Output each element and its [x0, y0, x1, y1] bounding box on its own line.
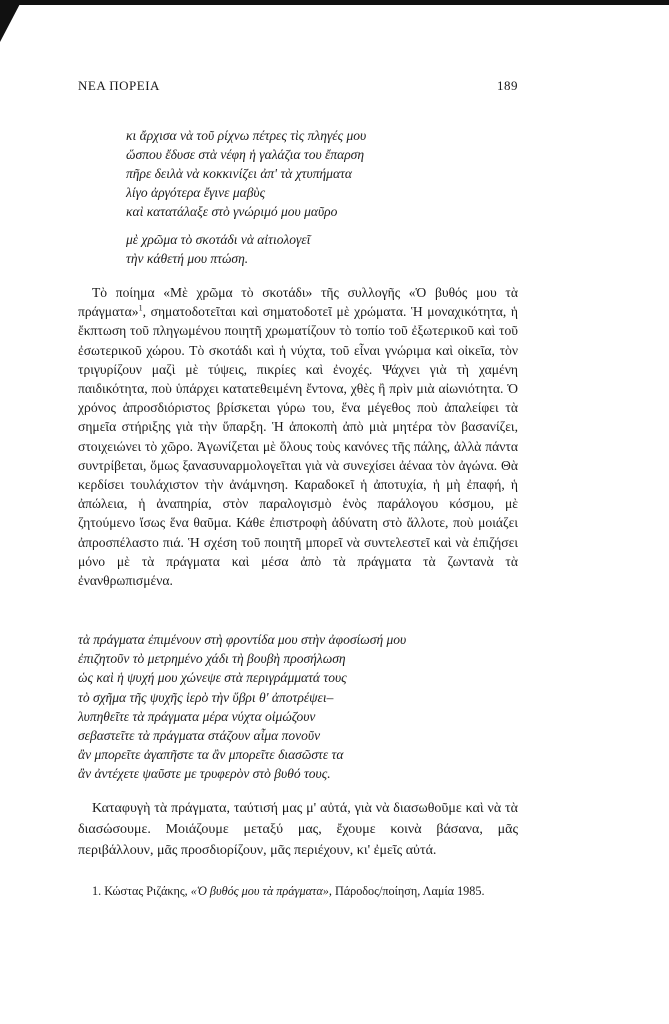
paragraph — [78, 283, 518, 590]
page-number: 189 — [497, 78, 518, 93]
body-paragraph-2 — [78, 798, 518, 861]
poem-line: λυπηθεῖτε τὰ πράγματα μέρα νύχτα οἰμώζουν — [78, 708, 316, 724]
poem-excerpt-1 — [126, 126, 516, 268]
poem-line: κι ἄρχισα νὰ τοῦ ρίχνω πέτρες τὶς πληγές μου — [126, 128, 367, 143]
book-page — [78, 0, 518, 1024]
poem-line: πῆρε δειλὰ νὰ κοκκινίζει ἀπ' τὰ χτυπήματα — [126, 166, 352, 181]
paragraph: Καταφυγὴ τὰ πράγματα, ταύτισή μας μ' αὐτά, γιὰ νὰ διασωθοῦμε καὶ νὰ τὰ διασώσουμε. Μοιάζουμε μεταξύ μας, ἔχουμε κοινὰ βάσανα, μᾶς περιβάλλουν, μᾶς προσδιορίζουν, μᾶς περιέχουν, κι' ἐμεῖς αὐτά. — [78, 801, 518, 858]
scan-corner-mark — [0, 0, 22, 42]
poem-line: λίγο ἀργότερα ἔγινε μαβὺς — [126, 185, 266, 200]
running-title: ΝΕΑ ΠΟΡΕΙΑ — [78, 78, 160, 93]
poem-excerpt-2 — [78, 630, 468, 784]
stanza-break — [126, 221, 516, 230]
poem-line: τὸ σχῆμα τῆς ψυχῆς ἱερὸ τὴν ὕβρι θ' ἀποτρέψει– — [78, 689, 334, 705]
body-paragraph-1 — [78, 283, 518, 590]
poem-line: ἂν μπορεῖτε ἀγαπῆστε τα ἂν μπορεῖτε διασῶστε τα — [78, 747, 344, 763]
footnote-author: Κώστας Ριζάκης, — [104, 884, 188, 898]
poem-line: σεβαστεῖτε τὰ πράγματα στάζουν αἷμα πονοῦν — [78, 728, 321, 744]
poem-line: ἐπιζητοῦν τὸ μετρημένο χάδι τὴ βουβὴ προσήλωση — [78, 651, 346, 667]
poem-line: ὡς καὶ ἡ ψυχή μου χώνεψε στὰ περιγράμματά τους — [78, 670, 347, 686]
footnote-ref: 1 — [138, 303, 143, 313]
footnote-number: 1. — [92, 884, 102, 898]
paragraph-text-start: Τὸ ποίημα «Μὲ χρῶμα τὸ σκοτάδι» τῆς συλλογῆς «Ὁ βυθός μου τὰ πράγματα» — [78, 285, 518, 320]
paragraph-text-rest: , σηματοδοτεῖται καὶ σηματοδοτεῖ μὲ χρώματα. Ἡ μοναχικότητα, ἡ ἔκπτωση τοῦ πληγωμένου ποιητῆ χρωματίζουν τὸ τοπίο τοῦ ἐξωτερικοῦ καὶ τοῦ ἐσωτερικοῦ χώρου. Τὸ σκοτάδι καὶ ἡ νύχτα, τοῦ εἶναι γνώριμα καὶ οἰκεῖα, τὸν τριγυρίζουν μαζὶ μὲ τύψεις, πικρίες καὶ ἐνοχές. Ψάχνει γιὰ τὴ χαμένη παιδικότητα, ποὺ ὑπάρχει κατατεθειμένη ἔντονα, χθὲς ἢ πρὶν μιὰ αἰωνιότητα. Ὁ χρόνος ἀπροσδιόριστος βρίσκεται γύρω του, ἕνα μέγεθος ποὺ ἀπαλείφει τὰ σημεῖα στήριξης γιὰ τὴν ὕπαρξη. Ἡ ἀποκοπὴ ἀπὸ μιὰ μητέρα τὸν βασανίζει, στοιχειώνει τὸ χῶρο. Ἀγωνίζεται μὲ ὅλους τοὺς κανόνες τῆς πάλης, ἀλλὰ πάντα συντρίβεται, ὅμως ξανασυναρμολογεῖται γιὰ νὰ συνεχίσει ἀέναα τὸν ἀγώνα. Θὰ κερδίσει τουλάχιστον τὴν ἀνάμνηση. Καραδοκεῖ ἡ ἀποτυχία, ἡ μὴ ἐπαφή, ἡ ἀπώλεια, ἡ ἀναπηρία, στὸν παραλογισμὸ ἑνὸς παράλογου κόσμου, μὲ ζητούμενο ἴσως ἕνα θαῦμα. Κάθε ἐπιστροφὴ ἀδύνατη στὸ ἄλλοτε, ποὺ μοιάζει ἀπροσπέλαστο πιά. Ἡ σχέση τοῦ ποιητῆ μπορεῖ νὰ συντελεστεῖ καὶ νὰ ἐπιζήσει μόνο μὲ τὰ πράγματα καὶ μέσα ἀπὸ τὰ πράγματα τὰ ζωντανὰ τὰ ἐνανθρωπισμένα. — [78, 304, 518, 589]
poem-line: μὲ χρῶμα τὸ σκοτάδι νὰ αἰτιολογεῖ — [126, 232, 311, 247]
poem-line: ὥσπου ἔδυσε στὰ νέφη ἡ γαλάζια του ἔπαρση — [126, 147, 365, 162]
poem-line: καὶ κατατάλαξε στὸ γνώριμό μου μαῦρο — [126, 204, 338, 219]
footnote — [78, 883, 518, 900]
poem-line: τὴν κάθετή μου πτώση. — [126, 251, 249, 266]
footnote-title: «Ὁ βυθός μου τὰ πράγματα», — [190, 884, 332, 898]
poem-line: ἂν ἀντέχετε ψαῦστε με τρυφερὸν στὸ βυθό τους. — [78, 766, 331, 782]
footnote-publication: Πάροδος/ποίηση, Λαμία 1985. — [334, 884, 485, 898]
poem-line: τὰ πράγματα ἐπιμένουν στὴ φροντίδα μου στὴν ἀφοσίωσή μου — [78, 632, 407, 647]
